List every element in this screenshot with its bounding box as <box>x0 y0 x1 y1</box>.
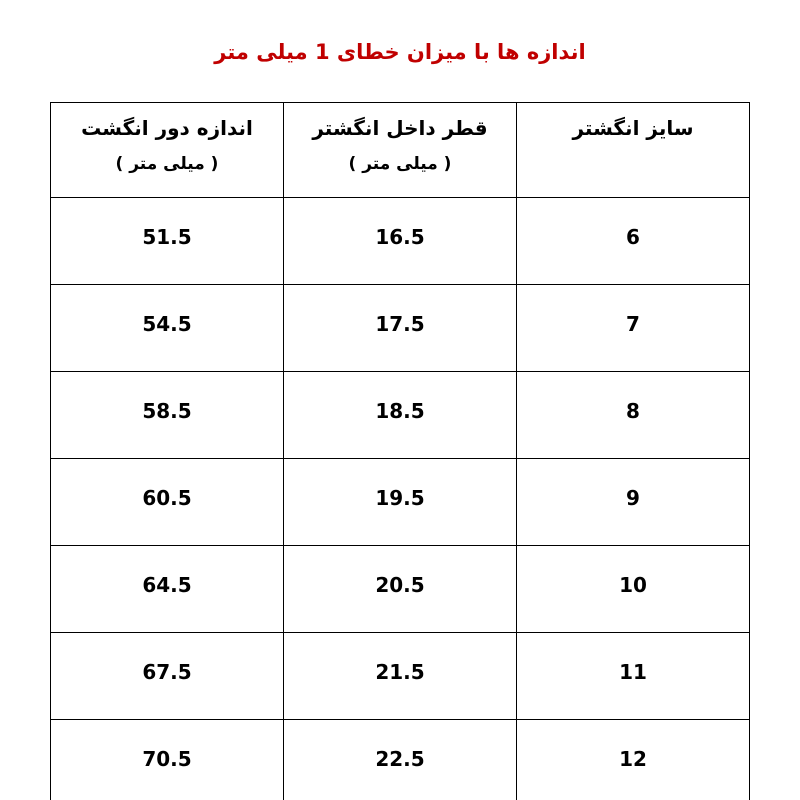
cell-ring-size: 9 <box>517 459 750 546</box>
header-inner-diameter-label: قطر داخل انگشتر <box>312 116 488 140</box>
cell-inner-diameter: 21.5 <box>284 633 517 720</box>
header-ring-size <box>517 103 750 198</box>
cell-ring-size: 7 <box>517 285 750 372</box>
header-finger-circumference <box>51 103 284 198</box>
cell-inner-diameter: 18.5 <box>284 372 517 459</box>
table-row <box>51 546 750 633</box>
table-row <box>51 285 750 372</box>
cell-ring-size: 11 <box>517 633 750 720</box>
ring-size-table <box>50 102 750 800</box>
cell-finger-circumference: 51.5 <box>51 198 284 285</box>
header-row <box>51 103 750 198</box>
cell-inner-diameter: 19.5 <box>284 459 517 546</box>
table-row <box>51 459 750 546</box>
cell-inner-diameter: 17.5 <box>284 285 517 372</box>
table-row <box>51 198 750 285</box>
cell-finger-circumference: 58.5 <box>51 372 284 459</box>
cell-finger-circumference: 70.5 <box>51 720 284 800</box>
header-ring-size-label: سایز انگشتر <box>572 116 694 140</box>
cell-finger-circumference: 64.5 <box>51 546 284 633</box>
cell-inner-diameter: 22.5 <box>284 720 517 800</box>
cell-ring-size: 6 <box>517 198 750 285</box>
cell-ring-size: 12 <box>517 720 750 800</box>
header-inner-diameter-sublabel: ( میلی متر ) <box>348 154 452 174</box>
cell-ring-size: 10 <box>517 546 750 633</box>
header-finger-circumference-label: اندازه دور انگشت <box>81 116 253 140</box>
page-title: اندازه ها با میزان خطای 1 میلی متر <box>214 40 586 64</box>
cell-finger-circumference: 67.5 <box>51 633 284 720</box>
header-finger-circumference-sublabel: ( میلی متر ) <box>115 154 219 174</box>
table-row <box>51 720 750 800</box>
cell-finger-circumference: 54.5 <box>51 285 284 372</box>
table-row <box>51 372 750 459</box>
table-row <box>51 633 750 720</box>
cell-finger-circumference: 60.5 <box>51 459 284 546</box>
header-inner-diameter <box>284 103 517 198</box>
header-ring-size-sublabel <box>518 153 748 175</box>
cell-inner-diameter: 16.5 <box>284 198 517 285</box>
cell-ring-size: 8 <box>517 372 750 459</box>
cell-inner-diameter: 20.5 <box>284 546 517 633</box>
